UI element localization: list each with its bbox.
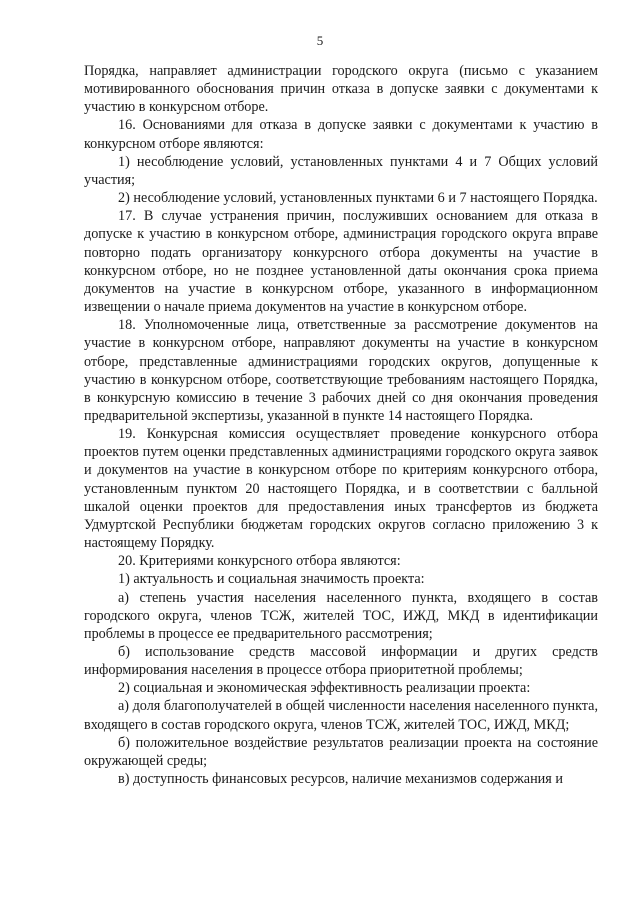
paragraph-16-item-2: 2) несоблюдение условий, установленных пунктами 6 и 7 настоящего Порядка.: [118, 190, 598, 207]
paragraph-20-item-2: 2) социальная и экономическая эффективность реализации проекта:: [118, 680, 531, 697]
paragraph-20-item-1b: б) использование средств массовой информации и других средств информирования населения в процессе отбора приоритетной проблемы;: [84, 644, 598, 679]
paragraph-17: 17. В случае устранения причин, послуживших основанием для отказа в допуске к участию в конкурсном отборе, администрация городского округа вправе повторно подать организатору конкурсного отбора документы на участие в конкурсном отборе, но не позднее установленной даты окончания срока приема документов на участие в конкурсном отборе, указанного в информационном извещении о начале приема документов на участие в конкурсном отборе.: [84, 208, 598, 316]
paragraph-20: 20. Критериями конкурсного отбора являются:: [118, 553, 401, 570]
paragraph-18: 18. Уполномоченные лица, ответственные за рассмотрение документов на участие в конкурсном отборе, направляют документы на участие в конкурсном отборе, представленные администрациями городских округов, допущенные к участию в конкурсном отборе, соответствующие требованиям настоящего Порядка, в конкурсную комиссию в течение 3 рабочих дней со дня окончания проведения предварительной экспертизы, указанной в пункте 14 настоящего Порядка.: [84, 317, 598, 424]
paragraph-16: 16. Основаниями для отказа в допуске заявки с документами к участию в конкурсном отборе являются:: [84, 117, 598, 152]
paragraph-20-item-2a: а) доля благополучателей в общей численности населения населенного пункта, входящего в состав городского округа, членов ТСЖ, жителей ТОС, ИЖД, МКД;: [84, 698, 598, 733]
paragraph-20-item-1: 1) актуальность и социальная значимость проекта:: [118, 571, 425, 588]
document-body: [84, 62, 598, 788]
paragraph-20-item-2c: в) доступность финансовых ресурсов, наличие механизмов содержания и: [118, 771, 563, 788]
paragraph-continuation: Порядка, направляет администрации городского округа (письмо с указанием мотивированного обоснования причин отказа в допуске заявки с документами к участию в конкурсном отборе.: [84, 63, 598, 116]
paragraph-20-item-1a: а) степень участия населения населенного пункта, входящего в состав городского округа, членов ТСЖ, жителей ТОС, ИЖД, МКД в идентификации проблемы в процессе ее предварительного рассмотрения;: [84, 589, 598, 642]
page-number: 5: [316, 33, 324, 48]
paragraph-16-item-1: 1) несоблюдение условий, установленных пунктами 4 и 7 Общих условий участия;: [84, 153, 598, 188]
paragraph-20-item-2b: б) положительное воздействие результатов реализации проекта на состояние окружающей среды;: [84, 734, 598, 769]
paragraph-19: 19. Конкурсная комиссия осуществляет проведение конкурсного отбора проектов путем оценки представленных администрациями городского округа заявок и документов на участие в конкурсном отборе по критериям конкурсного отбора, установленным пунктом 20 настоящего Порядка, и в соответствии с балльной шкалой оценки проектов для предоставления иных трансфертов из бюджета Удмуртской Республики бюджетам городских округов согласно приложению 3 к настоящему Порядку.: [84, 426, 598, 552]
